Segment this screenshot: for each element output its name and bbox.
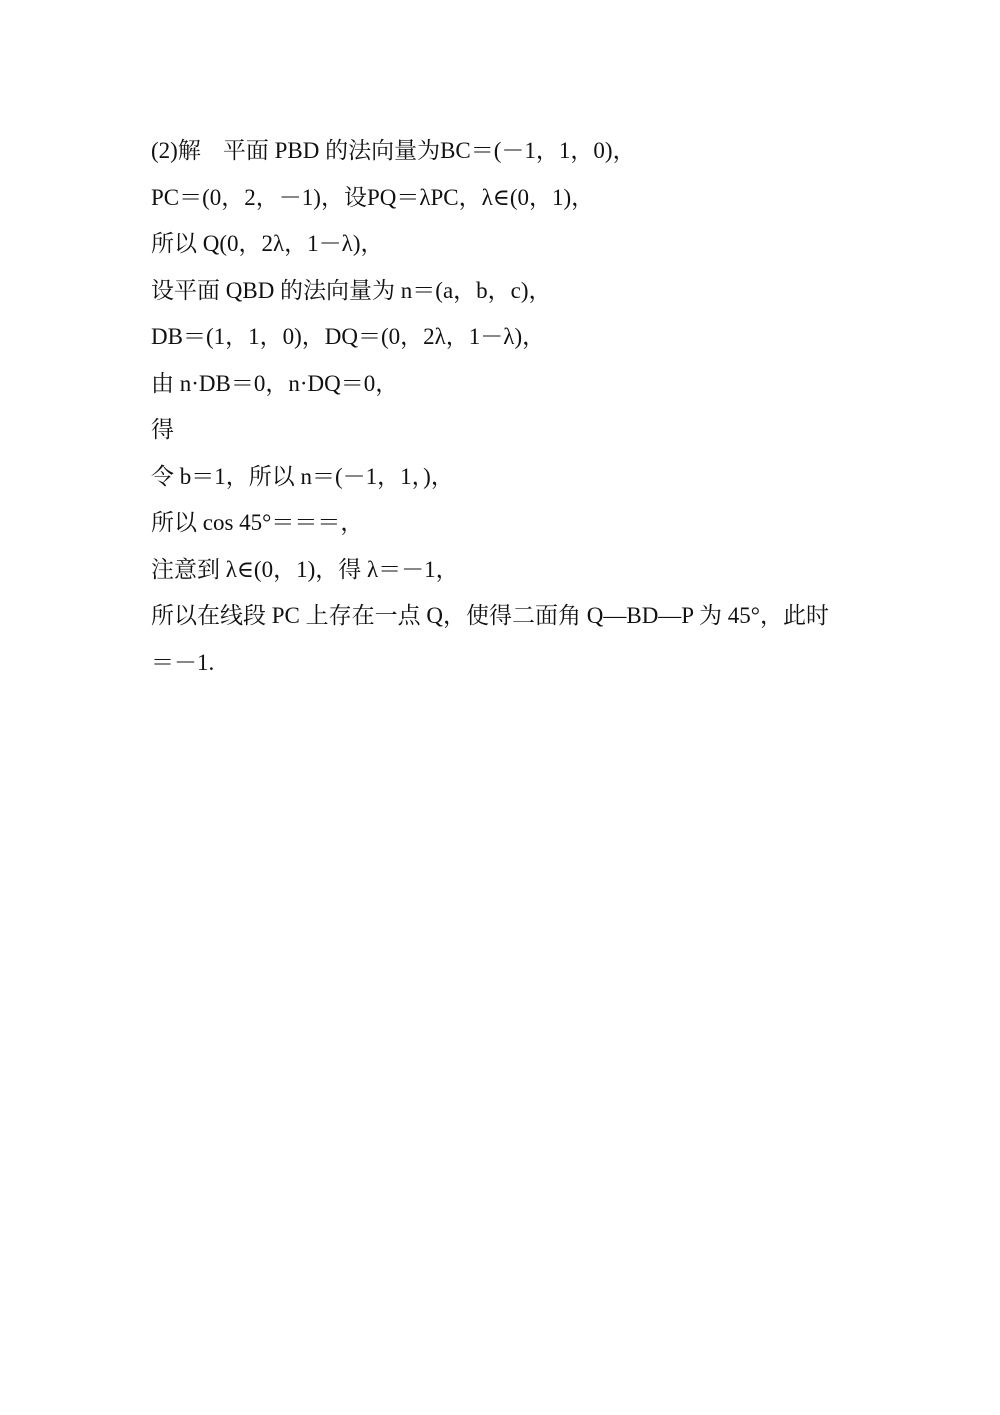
solution-line-10: 注意到 λ∈(0，1)，得 λ＝－1， xyxy=(151,556,459,582)
solution-line-1 xyxy=(151,128,871,175)
solution-line-12: ＝－1. xyxy=(151,649,215,675)
solution-line-5: DB＝(1，1，0)，DQ＝(0，2λ，1－λ)， xyxy=(151,324,546,349)
solution-label: (2)解 xyxy=(151,138,201,163)
solution-text xyxy=(151,128,871,686)
solution-line-2: PC＝(0，2，－1)，设PQ＝λPC，λ∈(0，1)， xyxy=(151,184,595,210)
solution-line-4: 设平面 QBD 的法向量为 n＝(a，b，c)， xyxy=(151,277,552,303)
solution-line-8: 令 b＝1，所以 n＝(－1，1，)， xyxy=(151,463,454,489)
solution-line-6: 由 n·DB＝0，n·DQ＝0， xyxy=(151,370,399,396)
solution-line-3: 所以 Q(0，2λ，1－λ)， xyxy=(151,231,384,256)
solution-line-11: 所以在线段 PC 上存在一点 Q，使得二面角 Q—BD—P 为 45°，此时 xyxy=(151,603,829,628)
solution-line-1-text: 平面 PBD 的法向量为BC＝(－1，1，0)， xyxy=(222,138,636,163)
solution-line-9: 所以 cos 45°＝＝＝， xyxy=(151,510,364,535)
solution-line-7: 得 xyxy=(151,417,174,442)
